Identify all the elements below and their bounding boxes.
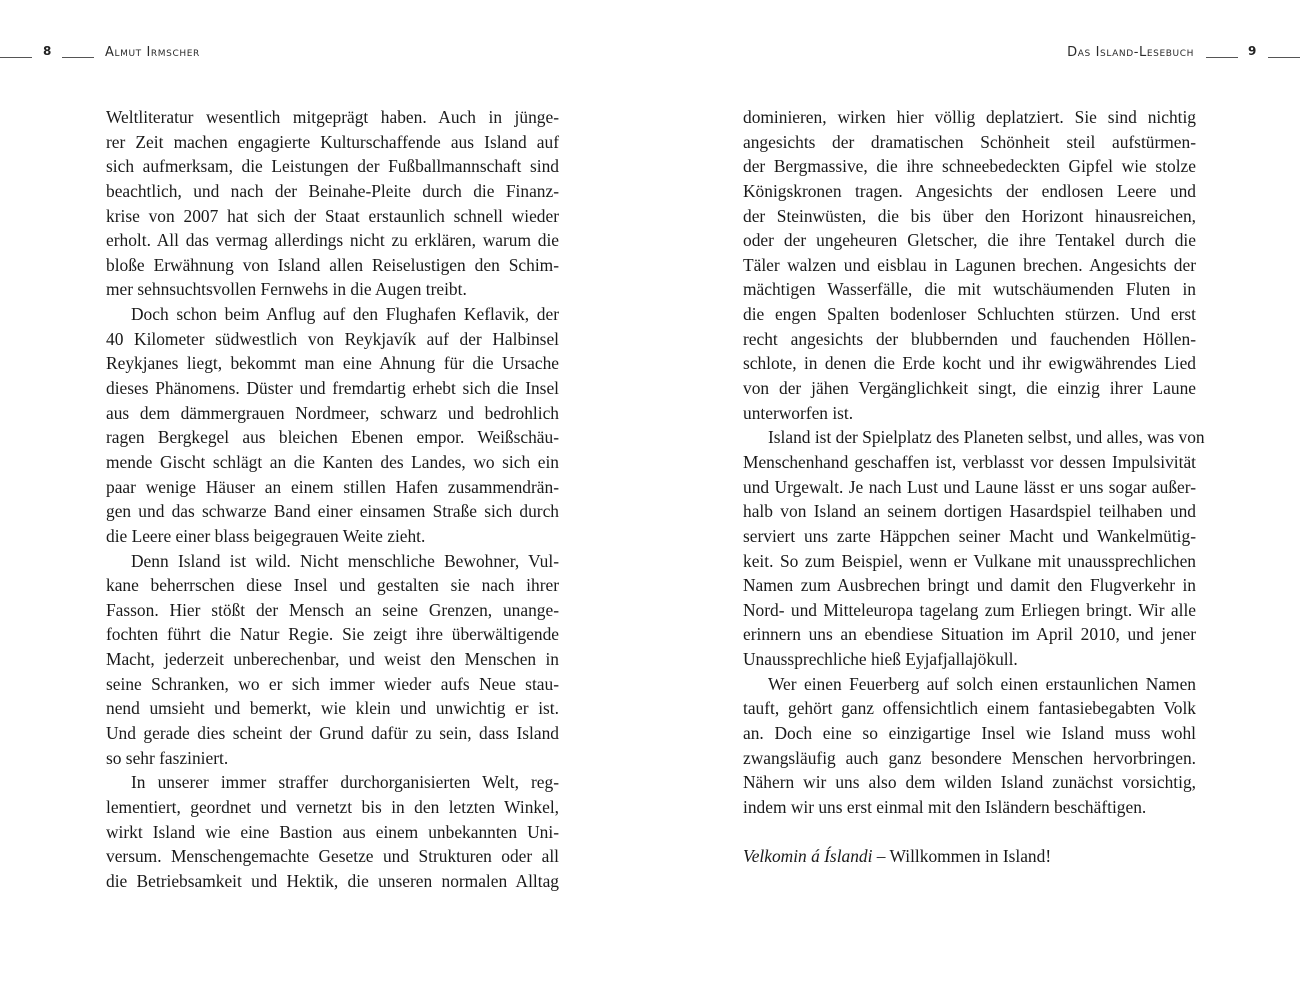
text-line: mende Gischt schlägt an die Kanten des Landes, wo sich ein — [106, 451, 559, 472]
text-line: rer Zeit machen engagierte Kulturschaffende aus Island auf — [106, 131, 559, 152]
text-line: keit. So zum Beispiel, wenn er Vulkane mit unaussprechlichen — [743, 550, 1196, 571]
text-line: und Urgewalt. Je nach Lust und Laune lässt er uns sogar außer- — [743, 476, 1196, 497]
text-line: die Leere einer blass beigegrauen Weite zieht. — [106, 525, 426, 546]
text-line: erholt. All das vermag allerdings nicht zu erklären, warum die — [106, 230, 559, 251]
text-line: Wer einen Feuerberg auf solch einen erstaunlichen Namen — [768, 673, 1196, 694]
text-line: Weltliteratur wesentlich mitgeprägt haben. Auch in jünge- — [106, 107, 559, 127]
text-line: Denn Island ist wild. Nicht menschliche Bewohner, Vul- — [131, 550, 559, 571]
running-head-right — [650, 44, 1300, 64]
text-line: Island ist der Spielplatz des Planeten selbst, und alles, was von — [768, 427, 1205, 448]
text-line: Nähern wir uns also dem wilden Island zunächst vorsichtig, — [743, 772, 1196, 793]
text-line: gen und das schwarze Band einer einsamen Straße sich durch — [106, 501, 559, 522]
text-line: Menschenhand geschaffen ist, verblasst vor dessen Impulsivität — [743, 451, 1196, 472]
paragraph — [106, 105, 559, 302]
header-rule — [1268, 57, 1300, 58]
text-line: kane beherrschen diese Insel und gestalten sie nach ihrer — [106, 575, 559, 596]
text-line: lementiert, geordnet und vernetzt bis in den letzten Winkel, — [106, 796, 559, 817]
text-line: Täler walzen und eisblau in Lagunen brechen. Angesichts der — [743, 254, 1196, 275]
closing-line — [743, 844, 1196, 869]
text-line: die engen Spalten bodenloser Schluchten stürzen. Und erst — [743, 304, 1196, 325]
text-line: tauft, gehört ganz offensichtlich einem fantasiebegabten Volk — [743, 698, 1196, 719]
text-line: unterworfen ist. — [743, 402, 854, 423]
text-line: beachtlich, und nach der Beinahe-Pleite durch die Finanz- — [106, 180, 559, 201]
right-page — [650, 0, 1300, 1000]
text-line: Nord- und Mitteleuropa tagelang zum Erliegen bringt. Wir alle — [743, 599, 1196, 620]
german-greeting: Willkommen in Island! — [889, 846, 1052, 867]
text-line: schlote, in denen die Erde kocht und ihr ewigwährendes Lied — [743, 353, 1196, 374]
paragraph — [743, 105, 1196, 425]
header-rule — [1206, 57, 1238, 58]
text-line: dominieren, wirken hier völlig deplatziert. Sie sind nichtig — [743, 107, 1196, 127]
text-line: der Steinwüsten, die bis über den Horizont hinausreichen, — [743, 205, 1196, 226]
text-line: Namen zum Ausbrechen bringt und damit den Flugverkehr in — [743, 575, 1196, 596]
text-line: Fasson. Hier stößt der Mensch an seine Grenzen, unange- — [106, 599, 559, 620]
text-line: In unserer immer straffer durchorganisierten Welt, reg- — [131, 772, 559, 793]
header-rule — [62, 57, 94, 58]
text-line: dieses Phänomens. Düster und fremdartig erhebt sich die Insel — [106, 378, 559, 399]
text-line: Macht, jederzeit unberechenbar, und weist den Menschen in — [106, 649, 559, 670]
text-line: an. Doch eine so einzigartige Insel wie Island muss wohl — [743, 723, 1196, 744]
text-line: fochten führt die Natur Regie. Sie zeigt ihre überwältigende — [106, 624, 559, 645]
page-number: 8 — [43, 44, 52, 58]
text-line: sich aufmerksam, die Leistungen der Fußballmannschaft sind — [106, 156, 559, 177]
text-line: serviert uns zarte Häppchen seiner Macht und Wankelmütig- — [743, 525, 1196, 546]
icelandic-greeting: Velkomin á Íslandi — [743, 846, 873, 867]
text-line: zwangsläufig auch ganz besondere Menschen hervorbringen. — [743, 747, 1196, 768]
text-line: paar wenige Häuser an einem stillen Hafen zusammendrän- — [106, 476, 559, 497]
paragraph — [743, 672, 1196, 820]
text-line: 40 Kilometer südwestlich von Reykjavík auf der Halbinsel — [106, 328, 559, 349]
dash-separator: – — [872, 846, 890, 867]
header-rule — [0, 57, 32, 58]
text-line: so sehr fasziniert. — [106, 747, 229, 768]
paragraph — [106, 302, 559, 548]
text-line: von der jähen Vergänglichkeit singt, die einzig ihrer Laune — [743, 378, 1196, 399]
text-line: recht angesichts der blubbernden und fauchenden Höllen- — [743, 328, 1196, 349]
text-line: der Bergmassive, die ihre schneebedeckten Gipfel wie stolze — [743, 156, 1196, 177]
text-line: oder der ungeheuren Gletscher, die ihre Tentakel durch die — [743, 230, 1196, 251]
page-number: 9 — [1248, 44, 1257, 58]
paragraph — [743, 425, 1205, 671]
text-line: nend umsieht und bemerkt, wie klein und unwichtig er ist. — [106, 698, 559, 719]
text-line: Doch schon beim Anflug auf den Flughafen Keflavik, der — [131, 304, 559, 325]
text-line: seine Schranken, wo er sich immer wieder aufs Neue stau- — [106, 673, 559, 694]
text-line: wirkt Island wie eine Bastion aus einem unbekannten Uni- — [106, 821, 559, 842]
text-line: ragen Bergkegel aus bleichen Ebenen empor. Weißschäu- — [106, 427, 559, 448]
text-line: aus dem dämmergrauen Nordmeer, schwarz und bedrohlich — [106, 402, 559, 423]
text-line: krise von 2007 hat sich der Staat erstaunlich schnell wieder — [106, 205, 559, 226]
running-head-left — [0, 44, 650, 64]
author-name: Almut Irmscher — [105, 45, 200, 60]
paragraph — [106, 770, 559, 893]
book-title: Das Island-Lesebuch — [1067, 45, 1194, 60]
text-line: bloße Erwähnung von Island allen Reiselustigen den Schim- — [106, 254, 559, 275]
text-line: indem wir uns erst einmal mit den Isländern beschäftigen. — [743, 796, 1147, 817]
text-line: angesichts der dramatischen Schönheit steil aufstürmen- — [743, 131, 1196, 152]
body-text-right — [743, 105, 1205, 869]
text-line: versum. Menschengemachte Gesetze und Strukturen oder all — [106, 846, 559, 867]
body-text-left — [106, 105, 559, 894]
text-line: Und gerade dies scheint der Grund dafür zu sein, dass Island — [106, 723, 559, 744]
text-line: mächtigen Wasserfälle, die mit wutschäumenden Fluten in — [743, 279, 1196, 300]
text-line: die Betriebsamkeit und Hektik, die unseren normalen Alltag — [106, 870, 559, 891]
text-line: halb von Island an seinem dortigen Hasardspiel teilhaben und — [743, 501, 1196, 522]
text-line: Unaussprechliche hieß Eyjafjallajökull. — [743, 649, 1018, 670]
text-line: erinnern uns an ebendiese Situation im April 2010, und jener — [743, 624, 1196, 645]
paragraph — [106, 549, 559, 771]
text-line: Reykjanes liegt, bekommt man eine Ahnung für die Ursache — [106, 353, 559, 374]
text-line: mer sehnsuchtsvollen Fernwehs in die Augen treibt. — [106, 279, 467, 300]
spacer — [743, 820, 1196, 845]
text-line: Königskronen tragen. Angesichts der endlosen Leere und — [743, 180, 1196, 201]
